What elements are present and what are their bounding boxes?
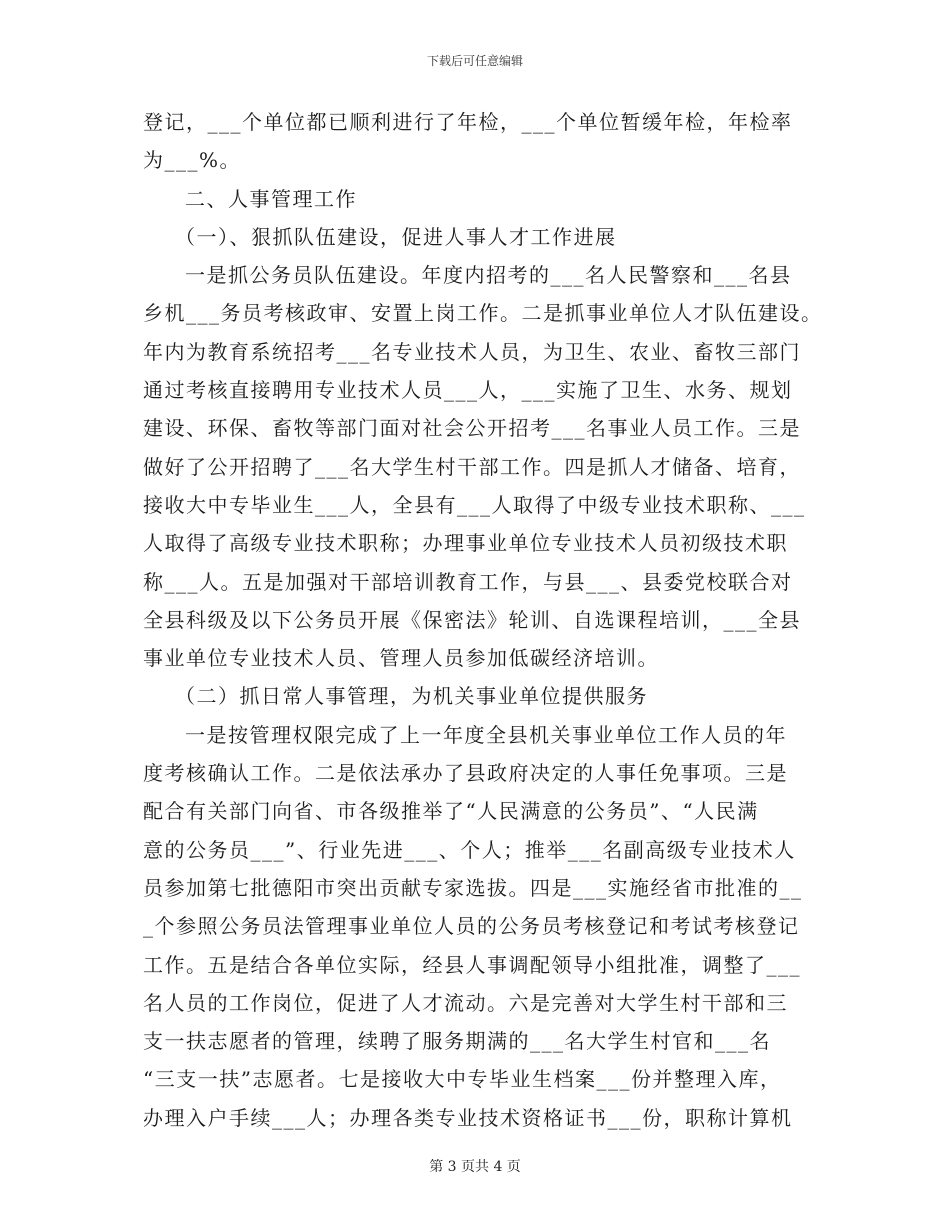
paragraph-start: 一是按管理权限完成了上一年度全县机关事业单位工作人员的年 (185, 722, 787, 747)
page-footer: 第 3 页共 4 页 (429, 1159, 521, 1175)
text-line: 通过考核直接聘用专业技术人员___人，___实施了卫生、水务、规划 (143, 378, 793, 403)
text-line: 为___%。 (143, 148, 242, 173)
page-header: 下载后可任意编辑 (426, 54, 523, 68)
text-line: 工作。五是结合各单位实际，经县人事调配领导小组批准，调整了___ (143, 952, 801, 977)
section-heading: 二、人事管理工作 (185, 186, 357, 211)
text-line: 配合有关部门向省、市各级推举了“人民满意的公务员”、“人民满 (143, 799, 759, 824)
text-line: 年内为教育系统招考___名专业技术人员，为卫生、农业、畜牧三部门 (143, 339, 801, 364)
text-line: 名人员的工作岗位，促进了人才流动。六是完善对大学生村干部和三 (143, 990, 788, 1015)
text-line: 建设、环保、畜牧等部门面对社会公开招考___名事业人员工作。三是 (143, 416, 801, 441)
text-line: 意的公务员___”、行业先进___、个人；推举___名副高级专业技术人 (143, 837, 796, 862)
text-line: 登记，___个单位都已顺利进行了年检，___个单位暂缓年检，年检率 (143, 110, 793, 134)
subsection-heading: （一）、狠抓队伍建设，促进人事人才工作进展 (175, 224, 617, 249)
text-line: 称___人。五是加强对干部培训教育工作，与县___、县委党校联合对 (143, 569, 793, 594)
text-line: 事业单位专业技术人员、管理人员参加低碳经济培训。 (143, 646, 659, 671)
text-line: 支一扶志愿者的管理，续聘了服务期满的___名大学生村官和___名 (143, 1029, 771, 1054)
text-line: 做好了公开招聘了___名大学生村干部工作。四是抓人才储备、培育， (143, 454, 801, 479)
text-line: 接收大中专毕业生___人，全县有___人取得了中级专业技术职称、___ (143, 492, 806, 517)
document-body (143, 103, 823, 1137)
text-line: 办理入户手续___人；办理各类专业技术资格证书___份，职称计算机 (143, 1105, 793, 1130)
paragraph-start: 一是抓公务员队伍建设。年度内招考的___名人民警察和___名县 (185, 263, 792, 288)
text-line: _个参照公务员法管理事业单位人员的公务员考核登记和考试考核登记 (143, 914, 800, 939)
text-line: 全县科级及以下公务员开展《保密法》轮训、自选课程培训，___全县 (143, 607, 801, 632)
text-line: 人取得了高级专业技术职称；办理事业单位专业技术人员初级技术职 (143, 531, 788, 556)
text-line: 乡机___务员考核政审、安置上岗工作。二是抓事业单位人才队伍建设。 (143, 301, 823, 326)
subsection-heading: （二）抓日常人事管理，为机关事业单位提供服务 (175, 684, 648, 709)
text-line: “三支一扶”志愿者。七是接收大中专毕业生档案___份并整理入库， (143, 1067, 782, 1092)
text-line: 员参加第七批德阳市突出贡献专家选拔。四是___实施经省市批准的__ (143, 875, 803, 900)
text-line: 度考核确认工作。二是依法承办了县政府决定的人事任免事项。三是 (143, 761, 788, 786)
